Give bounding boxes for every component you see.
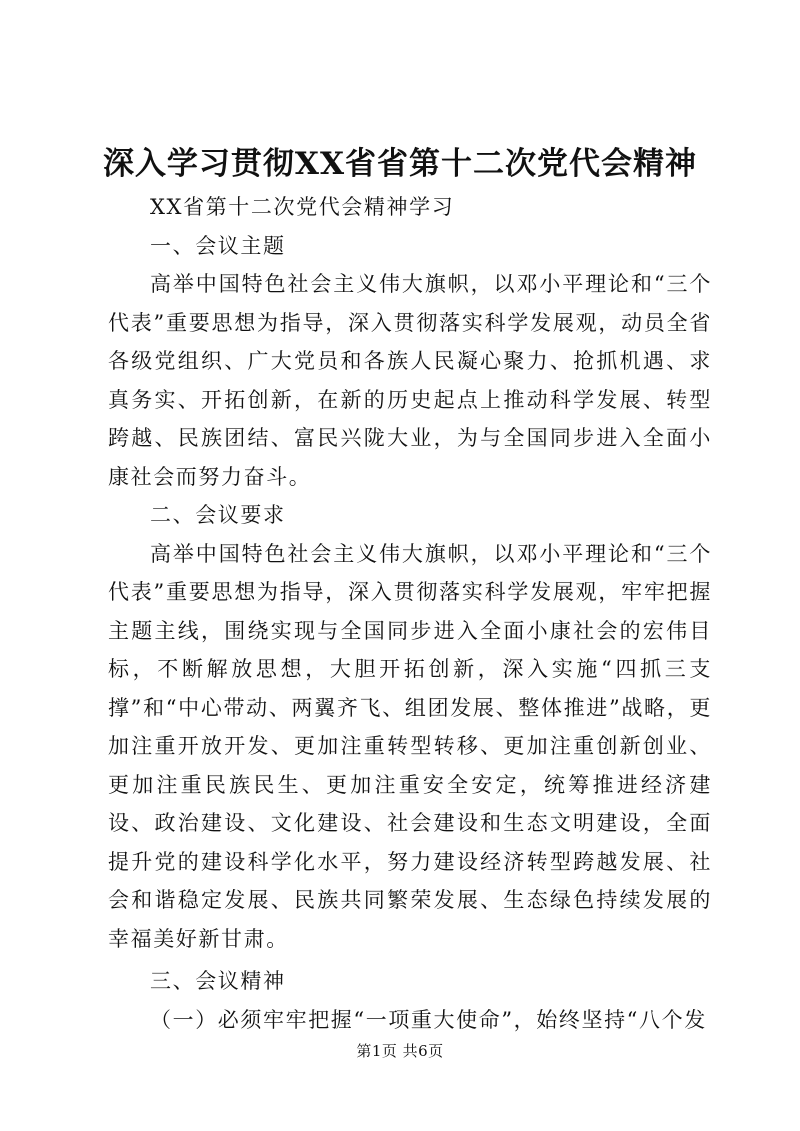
- section-body-theme: 高举中国特色社会主义伟大旗帜，以邓小平理论和“三个代表”重要思想为指导，深入贯彻落实科学发展观，动员全省各级党组织、广大党员和各族人民凝心聚力、抢抓机遇、求真务实、开拓创新，在新的历史起点上推动科学发展、转型跨越、民族团结、富民兴陇大业，为与全国同步进入全面小康社会而努力奋斗。: [108, 272, 712, 489]
- section-heading-spirit: 三、会议精神: [150, 969, 286, 993]
- section-item-spirit-1: （一）必须牢牢把握“一项重大使命”，始终坚持“八个发: [150, 1007, 707, 1032]
- document-subtitle: XX省第十二次党代会精神学习: [150, 195, 455, 219]
- document-title: 深入学习贯彻XX省省第十二次党代会精神: [102, 146, 698, 182]
- document-body: [108, 188, 712, 1039]
- section-heading-theme: 一、会议主题: [150, 233, 286, 258]
- section-body-requirements: 高举中国特色社会主义伟大旗帜，以邓小平理论和“三个代表”重要思想为指导，深入贯彻落实科学发展观，牢牢把握主题主线，围绕实现与全国同步进入全面小康社会的宏伟目标，不断解放思想，大胆开拓创新，深入实施“四抓三支撑”和“中心带动、两翼齐飞、组团发展、整体推进”战略，更加注重开放开发、更加注重转型转移、更加注重创新创业、更加注重民族民生、更加注重安全安定，统筹推进经济建设、政治建设、文化建设、社会建设和生态文明建设，全面提升党的建设科学化水平，努力建设经济转型跨越发展、社会和谐稳定发展、民族共同繁荣发展、生态绿色持续发展的幸福美好新甘肃。: [108, 541, 712, 951]
- page-number: 第1页 共6页: [356, 1042, 444, 1060]
- section-heading-requirements: 二、会议要求: [150, 503, 286, 527]
